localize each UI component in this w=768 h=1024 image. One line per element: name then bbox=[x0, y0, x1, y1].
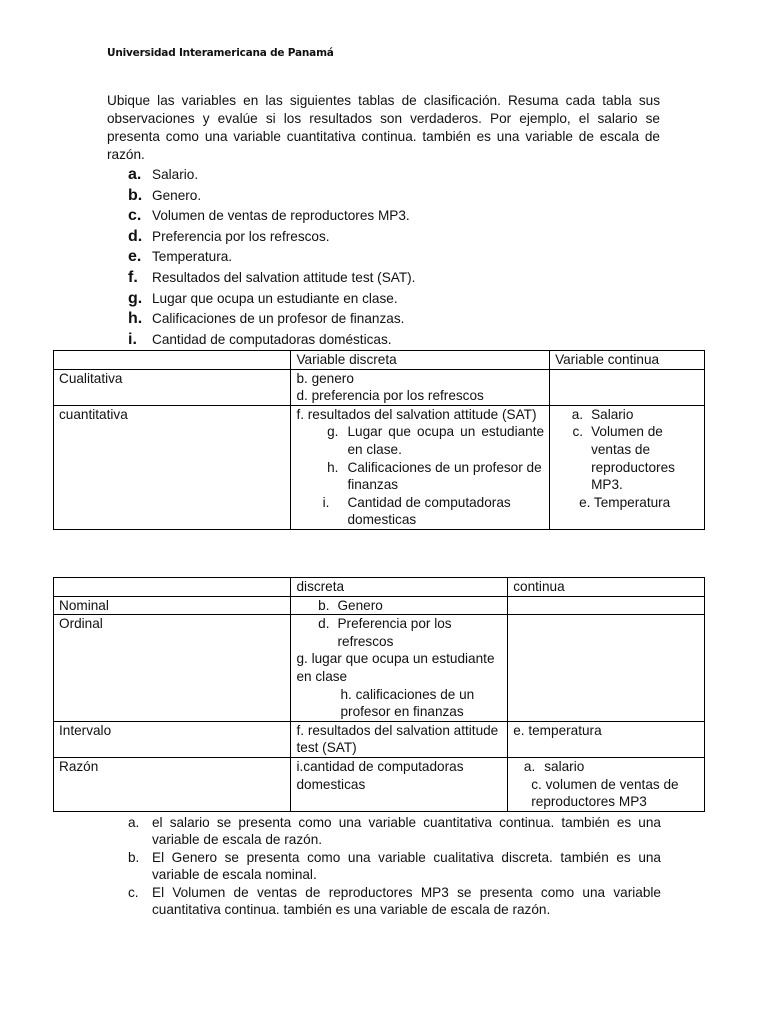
list-item: d. Preferencia por los refrescos bbox=[318, 616, 452, 649]
list-item: g. Lugar que ocupa un estudiante en clase. bbox=[128, 289, 398, 307]
row-label-ordinal: Ordinal bbox=[54, 615, 291, 722]
list-item: e. Temperatura. bbox=[128, 248, 233, 266]
sublist bbox=[555, 406, 699, 494]
observations-list bbox=[128, 814, 661, 918]
list-item: a. el salario se presenta como una variable cuantitativa continua. también es una variable de escala de razón. bbox=[128, 815, 661, 848]
header-cell-discreta: discreta bbox=[291, 578, 508, 597]
row-label-cualitativa: Cualitativa bbox=[54, 369, 291, 405]
cell-ordinal-discreta: d. Preferencia por los refrescos g. lugar que ocupa un estudiante en clase h. calificaciones de un profesor en finanzas bbox=[291, 615, 508, 722]
classification-table-2 bbox=[53, 577, 705, 812]
header-cell-empty bbox=[54, 351, 291, 370]
cell-cualitativa-continua bbox=[550, 369, 705, 405]
list-item: c. Volumen de ventas de reproductores MP3. bbox=[572, 424, 675, 493]
row-label-razon: Razón bbox=[54, 757, 291, 811]
table-row bbox=[54, 369, 705, 405]
list-item: a. Salario. bbox=[128, 166, 199, 183]
cell-intervalo-discreta: f. resultados del salvation attitude test (SAT) bbox=[291, 721, 508, 757]
table-row bbox=[54, 596, 705, 615]
table-row bbox=[54, 721, 705, 757]
classification-table-1 bbox=[53, 350, 705, 530]
header-cell-continua: continua bbox=[508, 578, 705, 597]
cell-razon-discreta: i.cantidad de computadoras domesticas bbox=[291, 757, 508, 811]
cell-ordinal-continua bbox=[508, 615, 705, 722]
list-item: a. salario bbox=[523, 758, 585, 774]
cell-nominal-continua bbox=[508, 596, 705, 615]
list-item: f. Resultados del salvation attitude test (SAT). bbox=[128, 268, 416, 286]
list-item: c. El Volumen de ventas de reproductores MP3 se presenta como una variable cuantitativa continua. también es una variable de escala de razón. bbox=[128, 884, 661, 918]
row-label-nominal: Nominal bbox=[54, 596, 291, 615]
cell-cuantitativa-continua: a. Salario c. Volumen de ventas de reproductores MP3. e. Temperatura bbox=[550, 405, 705, 529]
cell-razon-continua: a. salario c. volumen de ventas de reproductores MP3 bbox=[508, 757, 705, 811]
variables-list bbox=[128, 166, 415, 351]
header-cell-discreta: Variable discreta bbox=[291, 351, 550, 370]
list-item: i. Cantidad de computadoras domesticas bbox=[322, 494, 511, 528]
cell-intervalo-continua: e. temperatura bbox=[508, 721, 705, 757]
list-item: b. El Genero se presenta como una variable cualitativa discreta. también es una variable de escala nominal. bbox=[128, 849, 661, 883]
list-item: b. Genero. bbox=[128, 186, 202, 204]
list-item: c. Volumen de ventas de reproductores MP3. bbox=[128, 207, 410, 225]
list-item: h. Calificaciones de un profesor de finanzas bbox=[327, 459, 542, 493]
table-header-row bbox=[54, 578, 705, 597]
table-row bbox=[54, 405, 705, 529]
list-item: g. Lugar que ocupa un estudiante en clase. bbox=[327, 424, 545, 457]
cell-cualitativa-discreta: b. genero d. preferencia por los refrescos bbox=[291, 369, 550, 405]
table-header-row bbox=[54, 351, 705, 370]
header-cell-continua: Variable continua bbox=[550, 351, 705, 370]
list-item: b. Genero bbox=[318, 597, 383, 613]
list-item: a. Salario bbox=[571, 406, 634, 422]
cell-nominal-discreta bbox=[291, 596, 508, 615]
list-item: h. Calificaciones de un profesor de finanzas. bbox=[128, 310, 405, 328]
list-item: i. Cantidad de computadoras domésticas. bbox=[128, 330, 392, 348]
sublist bbox=[296, 423, 544, 529]
row-label-cuantitativa: cuantitativa bbox=[54, 405, 291, 529]
list-item: d. Preferencia por los refrescos. bbox=[128, 227, 330, 245]
university-header: Universidad Interamericana de Panamá bbox=[107, 47, 334, 59]
table-row bbox=[54, 757, 705, 811]
header-cell-empty bbox=[54, 578, 291, 597]
cell-cuantitativa-discreta: f. resultados del salvation attitude (SAT) g. Lugar que ocupa un estudiante en clase. h. Calificaciones de un profesor de finanzas i. Cantidad de computadoras domesticas bbox=[291, 405, 550, 529]
row-label-intervalo: Intervalo bbox=[54, 721, 291, 757]
table-row bbox=[54, 615, 705, 722]
instructions-paragraph: Ubique las variables en las siguientes tablas de clasificación. Resuma cada tabla sus observaciones y evalúe si los resultados son verdaderos. Por ejemplo, el salario se presenta como una variable cuantitativa continua. también es una variable de escala de razón. bbox=[107, 93, 660, 162]
